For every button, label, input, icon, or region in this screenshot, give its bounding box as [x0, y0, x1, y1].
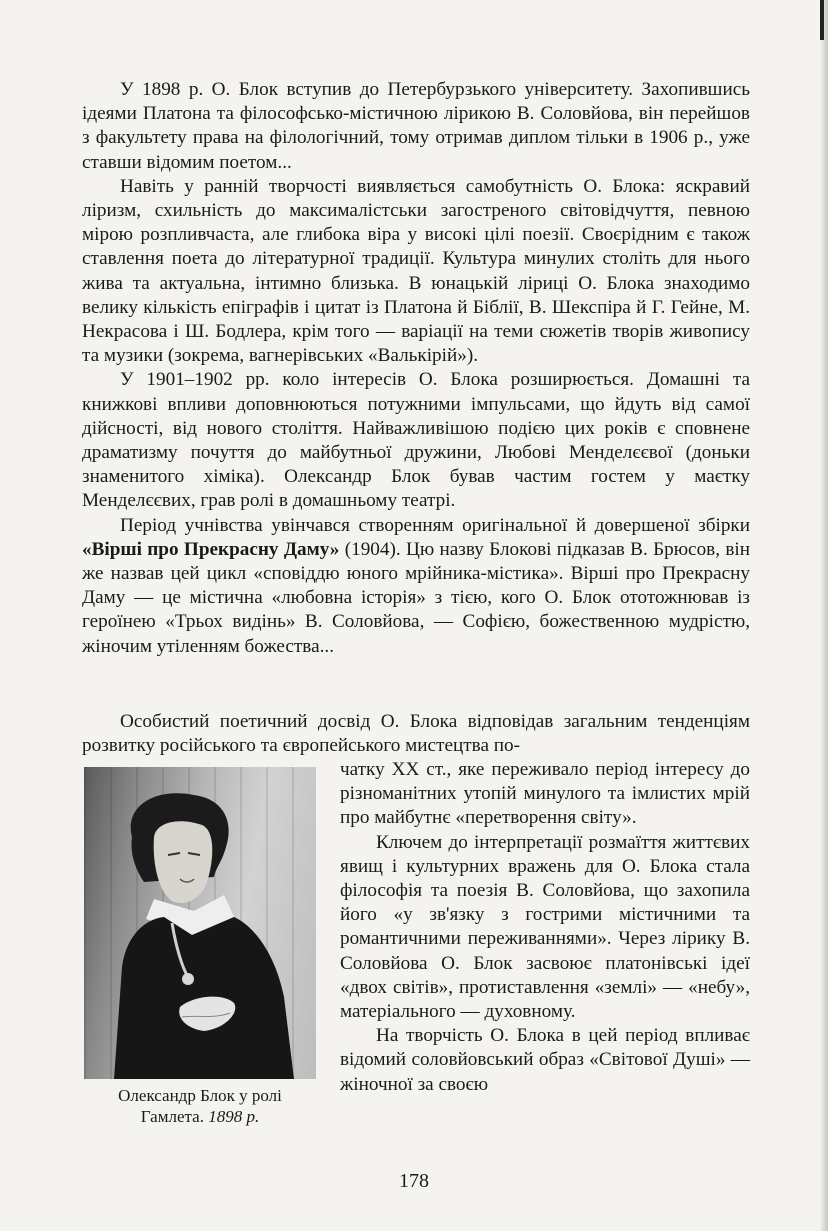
- figure-caption: [84, 1085, 316, 1127]
- page-edge-mark: [820, 0, 824, 40]
- paragraph-7: На творчість О. Блока в цей період впливає відомий соловйовський образ «Світової Душі» — жіночної за своєю: [340, 1025, 750, 1095]
- paragraph-5: Особистий поетичний досвід О. Блока відповідав загальним тенденціям розвитку російського та європейського мистецтва по-: [82, 711, 750, 757]
- figure: [84, 767, 316, 1127]
- paragraph-6: Ключем до інтерпретації розмаїття життєвих явищ і культурних вражень для О. Блока стала філософія та поезія В. Соловйова, що захопила його «у зв'язку з гострими містичними та романтичними переживаннями». Через лірику В. Соловйова О. Блок засвоює платонівські ідеї «двох світів», протиставлення «землі» — «небу», матеріального — духовному.: [340, 831, 750, 1023]
- main-text-upper: [82, 78, 750, 659]
- paragraph-4-end: (1904). Цю назву Блокові підказав В. Брюсов, він же назвав цей цикл «сповіддю юного мрійника-містика». Вірші про Прекрасну Даму — це містична «любовна історія» з тією, кого О. Блок ототожнював із героїнею «Трьох видінь» В. Соловйова, — Софією, божественною мудрістю, жіночим утіленням божества...: [82, 538, 751, 657]
- photo-blok-hamlet: [84, 767, 316, 1079]
- paragraph-5-continued: чатку ХХ ст., яке переживало період інтересу до різноманітних утопій минулого та імлистих мрій про майбутнє «перетворення світу».: [340, 759, 750, 829]
- collection-title: «Вірші про Прекрасну Даму»: [82, 538, 340, 560]
- caption-line-2: Гамлета.: [140, 1107, 204, 1126]
- main-text-right-column: [340, 758, 750, 1097]
- paragraph-2: Навіть у ранній творчості виявляється самобутність О. Блока: яскравий ліризм, схильність до максималістськи загостреного світовідчуття, певною мірою розпливчаста, але глибока віра у високі цілі поезії. Своєрідним є також ставлення поета до літературної традиції. Культура минулих століть для нього жива та актуальна, інтимно близька. В юнацькій ліриці О. Блока знаходимо велику кількість епіграфів і цитат із Платона й Біблії, В. Шекспіра й Г. Гейне, М. Некрасова і Ш. Бодлера, крім того — варіації на теми сюжетів творів живопису та музики (зокрема, вагнерівських «Валькірій»).: [82, 175, 750, 367]
- caption-year: 1898 р.: [208, 1107, 260, 1126]
- paragraph-5-full-width: [82, 710, 750, 758]
- paragraph-1: У 1898 р. О. Блок вступив до Петербурзького університету. Захопившись ідеями Платона та філософсько-містичною лірикою В. Соловйова, він перейшов з факультету права на філологічний, тому отримав диплом тільки в 1906 р., уже ставши відомим поетом...: [82, 79, 750, 173]
- paragraph-4: [82, 514, 750, 659]
- page-edge: [820, 0, 828, 1231]
- caption-line-1: Олександр Блок у ролі: [118, 1086, 282, 1105]
- paragraph-4-start: Період учнівства увінчався створенням оригінальної й довершеної збірки: [120, 514, 750, 536]
- page-number: 178: [399, 1170, 429, 1192]
- paragraph-3: У 1901–1902 рр. коло інтересів О. Блока розширюється. Домашні та книжкові впливи доповнюються потужними імпульсами, що йдуть від самої дійсності, від нового століття. Найважливішою подією цих років є сповнене драматизму почуття до майбутньої дружини, Любові Менделєєвої (доньки знаменитого хіміка). Олександр Блок бував частим гостем у маєтку Менделєєвих, грав ролі в домашньому театрі.: [82, 369, 750, 512]
